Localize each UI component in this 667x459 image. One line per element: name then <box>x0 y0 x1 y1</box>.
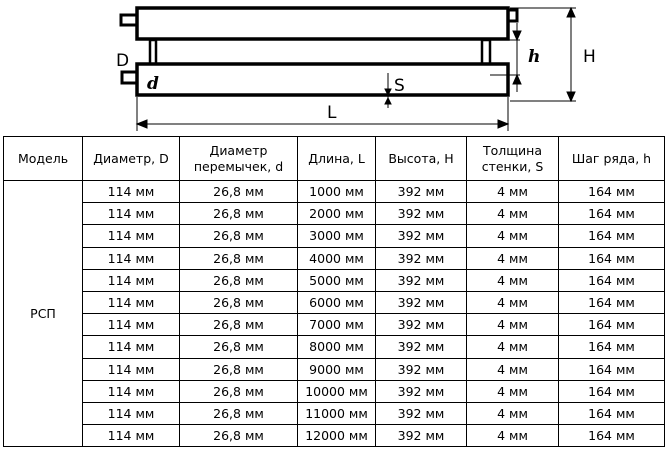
table-row <box>4 425 665 447</box>
table-cell: 392 мм <box>376 314 467 336</box>
table-cell: 164 мм <box>559 247 665 269</box>
table-cell: 114 мм <box>83 358 180 380</box>
table-cell: 4 мм <box>467 336 559 358</box>
table-cell: 3000 мм <box>298 225 376 247</box>
table-cell: 164 мм <box>559 314 665 336</box>
table-cell: 26,8 мм <box>180 247 298 269</box>
table-row <box>4 247 665 269</box>
table-cell: 164 мм <box>559 425 665 447</box>
table-cell: 9000 мм <box>298 358 376 380</box>
column-header: Шаг ряда, h <box>559 137 665 181</box>
dimension-lines <box>137 8 576 131</box>
table-header-row <box>4 137 665 181</box>
table-row <box>4 402 665 424</box>
table-row <box>4 225 665 247</box>
table-cell: 392 мм <box>376 181 467 203</box>
table-cell: 114 мм <box>83 291 180 313</box>
table-cell: 26,8 мм <box>180 203 298 225</box>
label-d: d <box>147 74 159 94</box>
label-L: L <box>327 103 337 123</box>
table-cell: 164 мм <box>559 380 665 402</box>
table-cell: 114 мм <box>83 380 180 402</box>
table-cell: 26,8 мм <box>180 314 298 336</box>
label-D: D <box>116 51 130 71</box>
table-cell: 164 мм <box>559 225 665 247</box>
table-cell: 4 мм <box>467 380 559 402</box>
table-cell: 392 мм <box>376 402 467 424</box>
nozzle-top-left <box>121 15 137 25</box>
table-cell: 4000 мм <box>298 247 376 269</box>
column-header: Высота, H <box>376 137 467 181</box>
table-cell: 10000 мм <box>298 380 376 402</box>
radiator-drawing <box>121 8 517 95</box>
table-cell: 26,8 мм <box>180 402 298 424</box>
table-cell: 164 мм <box>559 203 665 225</box>
table-cell: 26,8 мм <box>180 269 298 291</box>
table-cell: 4 мм <box>467 358 559 380</box>
table-cell: 392 мм <box>376 380 467 402</box>
table-cell: 114 мм <box>83 181 180 203</box>
table-cell: 1000 мм <box>298 181 376 203</box>
table-cell: 26,8 мм <box>180 336 298 358</box>
table-cell: 11000 мм <box>298 402 376 424</box>
table-row <box>4 203 665 225</box>
table-cell: 4 мм <box>467 291 559 313</box>
table-cell: 114 мм <box>83 425 180 447</box>
table-cell: 392 мм <box>376 269 467 291</box>
table-cell: 26,8 мм <box>180 358 298 380</box>
label-H: H <box>583 47 596 67</box>
table-cell: 4 мм <box>467 181 559 203</box>
table-cell: 4 мм <box>467 314 559 336</box>
table-cell: 392 мм <box>376 291 467 313</box>
table-cell: 114 мм <box>83 314 180 336</box>
table-cell: 6000 мм <box>298 291 376 313</box>
table-cell: 12000 мм <box>298 425 376 447</box>
table-row <box>4 269 665 291</box>
table-row <box>4 380 665 402</box>
table-cell: 164 мм <box>559 336 665 358</box>
label-S: S <box>394 76 405 96</box>
table-cell: 26,8 мм <box>180 225 298 247</box>
table-cell: 164 мм <box>559 269 665 291</box>
column-header: Длина, L <box>298 137 376 181</box>
table-cell: 26,8 мм <box>180 291 298 313</box>
table-cell: 164 мм <box>559 181 665 203</box>
nozzle-bottom-left <box>122 72 137 83</box>
nozzle-top-right <box>508 10 517 21</box>
table-cell: 4 мм <box>467 402 559 424</box>
table-cell: 114 мм <box>83 269 180 291</box>
bottom-tube <box>137 64 508 95</box>
left-jumper <box>150 40 156 64</box>
table-cell: 392 мм <box>376 336 467 358</box>
table-cell: 114 мм <box>83 402 180 424</box>
table-cell: 114 мм <box>83 247 180 269</box>
table-cell: 5000 мм <box>298 269 376 291</box>
table-cell: 2000 мм <box>298 203 376 225</box>
table-cell: 392 мм <box>376 358 467 380</box>
table-cell: 26,8 мм <box>180 425 298 447</box>
table-cell: 7000 мм <box>298 314 376 336</box>
table-cell: 392 мм <box>376 225 467 247</box>
column-header: Диаметр перемычек, d <box>180 137 298 181</box>
table-cell: 26,8 мм <box>180 380 298 402</box>
table-cell: 26,8 мм <box>180 181 298 203</box>
table-row <box>4 291 665 313</box>
radiator-diagram <box>0 0 667 135</box>
right-jumper <box>482 40 490 64</box>
table-cell: 392 мм <box>376 203 467 225</box>
table-cell: 114 мм <box>83 203 180 225</box>
table-cell: 392 мм <box>376 247 467 269</box>
table-cell: 8000 мм <box>298 336 376 358</box>
label-h: h <box>528 47 541 67</box>
column-header: Диаметр, D <box>83 137 180 181</box>
table-cell: 4 мм <box>467 269 559 291</box>
table-row <box>4 314 665 336</box>
table-cell: 4 мм <box>467 225 559 247</box>
table-row <box>4 336 665 358</box>
column-header: Модель <box>4 137 83 181</box>
table-cell: 114 мм <box>83 225 180 247</box>
table-cell: 4 мм <box>467 247 559 269</box>
spec-table <box>3 136 665 447</box>
table-cell: 392 мм <box>376 425 467 447</box>
table-cell: 164 мм <box>559 358 665 380</box>
table-cell: 4 мм <box>467 425 559 447</box>
column-header: Толщина стенки, S <box>467 137 559 181</box>
table-row <box>4 181 665 203</box>
top-tube <box>137 8 508 39</box>
table-cell: 164 мм <box>559 291 665 313</box>
table-cell: 4 мм <box>467 203 559 225</box>
table-row <box>4 358 665 380</box>
table-cell: 164 мм <box>559 402 665 424</box>
model-cell: РСП <box>4 181 83 447</box>
table-cell: 114 мм <box>83 336 180 358</box>
